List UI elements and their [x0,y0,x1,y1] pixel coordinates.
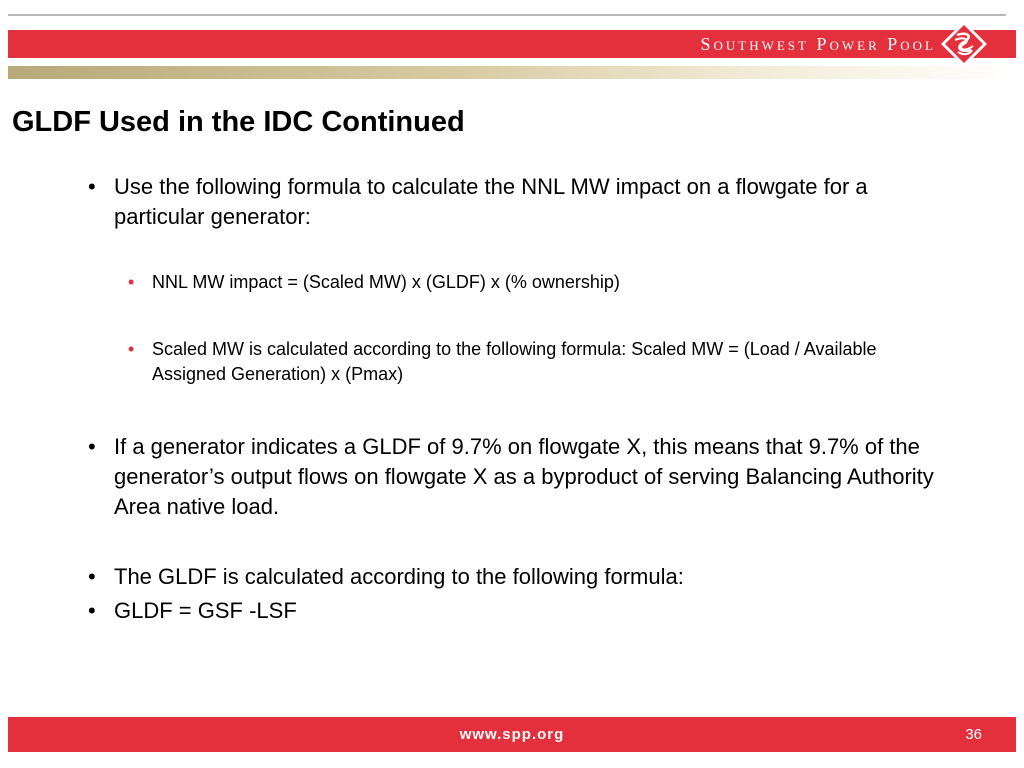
sub-bullet-item [88,337,948,387]
bullet-text: GLDF = GSF -LSF [114,598,297,623]
sub-bullet-text: Scaled MW is calculated according to the following formula: Scaled MW = (Load / Available Assigned Generation) x (Pmax) [152,339,877,384]
header-bar [8,30,1016,58]
slide-content [88,172,948,626]
header-gradient-band [8,66,1016,79]
bullet-item [88,432,948,522]
bullet-text: If a generator indicates a GLDF of 9.7% on flowgate X, this means that 9.7% of the generator’s output flows on flowgate X as a byproduct of serving Balancing Authority Area native load. [114,434,934,519]
sub-bullet-dot-icon: • [128,272,135,292]
slide-title: GLDF Used in the IDC Continued [12,106,465,138]
top-divider [8,14,1006,16]
sub-bullet-item [88,270,948,295]
bullet-dot-icon: • [88,174,96,199]
bullet-item [88,172,948,232]
footer-url: www.spp.org [459,726,565,743]
bullet-item [88,596,948,626]
footer-bar [8,717,1016,752]
bullet-dot-icon: • [88,598,96,623]
page-number: 36 [965,726,982,743]
bullet-dot-icon: • [88,564,96,589]
bullet-text: The GLDF is calculated according to the following formula: [114,564,684,589]
bullet-item [88,562,948,592]
sub-bullet-text: NNL MW impact = (Scaled MW) x (GLDF) x (% ownership) [152,272,620,292]
spp-knot-logo-icon [940,20,988,68]
sub-bullet-dot-icon: • [128,339,135,359]
bullet-dot-icon: • [88,434,96,459]
bullet-text: Use the following formula to calculate the NNL MW impact on a flowgate for a particular generator: [114,174,868,229]
org-name: Southwest Power Pool [700,34,936,54]
